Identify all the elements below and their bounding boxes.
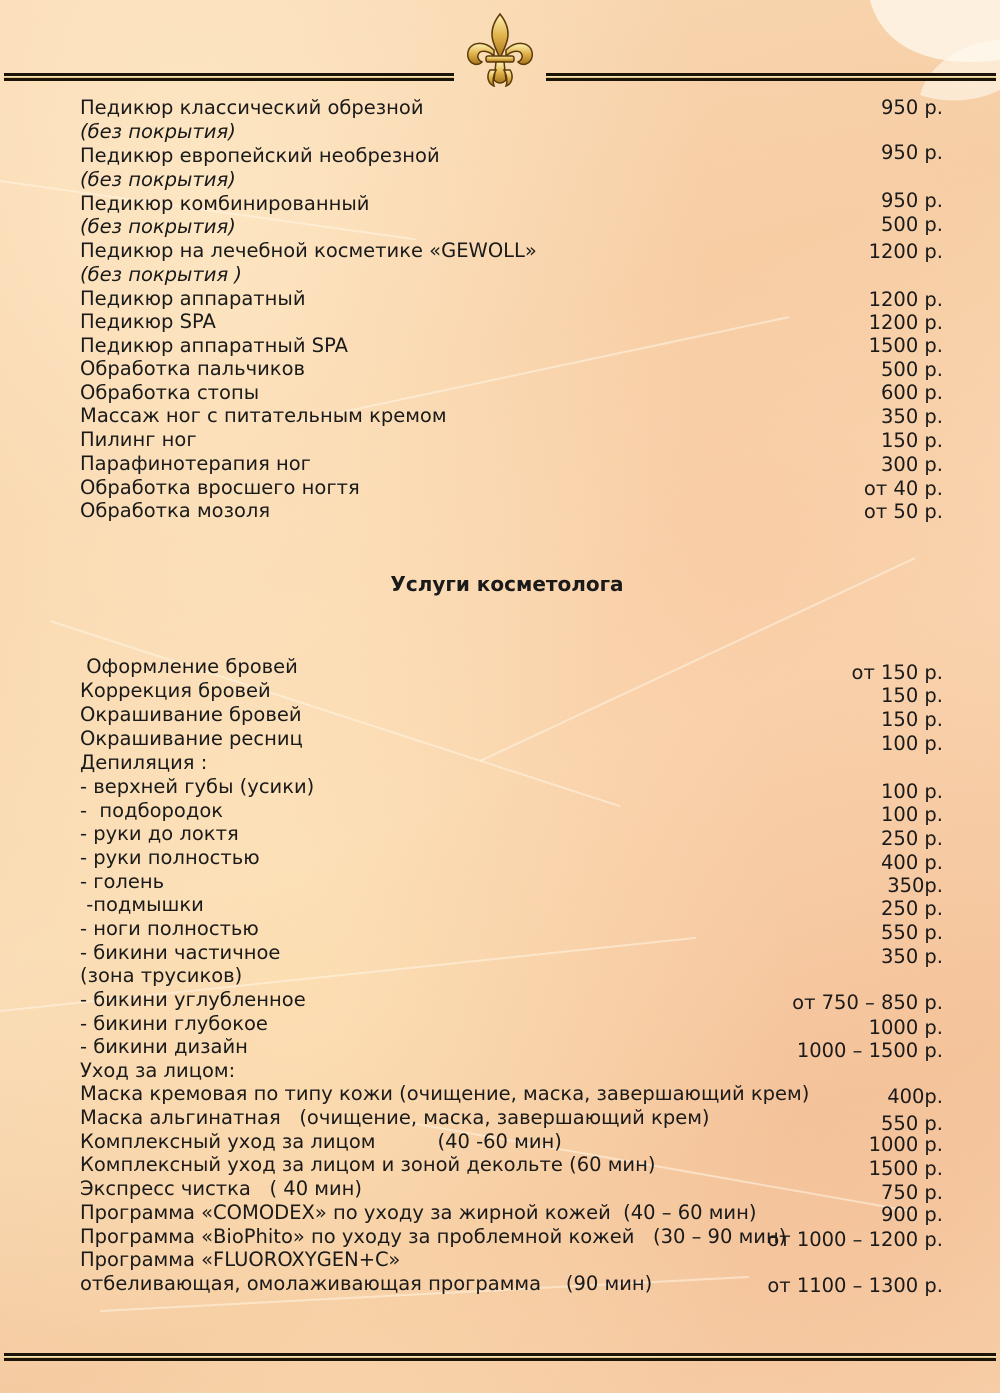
price-row [80, 846, 943, 874]
service-price: 300 р. [881, 453, 943, 476]
service-price: 150 р. [881, 684, 943, 707]
price-row [80, 941, 943, 968]
price-row [80, 452, 943, 476]
service-name: - бикини глубокое [80, 1012, 268, 1035]
service-name: Коррекция бровей [80, 679, 271, 702]
service-name: - голень [80, 870, 165, 893]
service-name: Педикюр на лечебной косметике «GEWOLL» [80, 239, 537, 262]
service-name: отбеливающая, омолаживающая программа (90 мин) [80, 1272, 653, 1295]
service-name: Педикюр классический обрезной [80, 96, 424, 119]
service-name: Окрашивание бровей [80, 703, 302, 726]
service-price: 150 р. [881, 708, 943, 731]
service-name: Программа «COMODEX» по уходу за жирной кожей (40 – 60 мин) [80, 1201, 757, 1224]
price-row [80, 96, 943, 120]
service-name: - бикини частичное [80, 941, 281, 964]
service-price: 350 р. [881, 945, 943, 968]
service-name: Педикюр SPA [80, 310, 216, 333]
price-row [80, 404, 943, 428]
service-price: от 1000 – 1200 р. [767, 1228, 943, 1251]
price-row [80, 679, 943, 707]
service-name: Оформление бровей [80, 655, 298, 678]
service-name: - подбородок [80, 799, 224, 822]
price-row [80, 1130, 943, 1154]
service-price: 250 р. [881, 827, 943, 850]
price-row [80, 476, 943, 500]
service-price: 550 р. [881, 921, 943, 944]
service-price: 1000 р. [868, 1016, 943, 1039]
price-row [80, 1153, 943, 1180]
service-name: Педикюр аппаратный SPA [80, 334, 348, 357]
service-price: 500 р. [881, 358, 943, 381]
service-name: Депиляция : [80, 751, 208, 774]
service-name: - бикини дизайн [80, 1035, 248, 1058]
service-name: Пилинг ног [80, 428, 197, 451]
service-name: (без покрытия) [80, 215, 236, 238]
price-row [80, 1035, 943, 1062]
price-row [80, 1059, 943, 1083]
cosmetology-section-title: Услуги косметолога [390, 572, 624, 596]
price-row [80, 141, 943, 168]
service-name: Педикюр аппаратный [80, 287, 306, 310]
service-name: Программа «BioPhito» по уходу за проблемной кожей (30 – 90 мин) [80, 1225, 787, 1248]
top-divider-right [546, 73, 996, 81]
price-row [80, 287, 943, 311]
price-row [80, 168, 943, 192]
service-name: - верхней губы (усики) [80, 775, 315, 798]
service-name: Маска альгинатная (очищение, маска, завершающий крем) [80, 1106, 710, 1129]
price-row [80, 988, 943, 1012]
price-row [80, 799, 943, 826]
service-price: 550 р. [881, 1112, 943, 1135]
top-divider-left [4, 73, 454, 81]
service-price: от 40 р. [863, 477, 943, 500]
service-name: Педикюр европейский необрезной [80, 144, 440, 167]
service-name: Обработка вросшего ногтя [80, 476, 360, 499]
price-row [80, 428, 943, 452]
service-price: 500 р. [881, 213, 943, 236]
price-row [80, 1248, 943, 1272]
service-name: -подмышки [80, 893, 204, 916]
service-name: Программа «FLUOROXYGEN+C» [80, 1248, 401, 1271]
service-price: 1200 р. [868, 288, 943, 311]
service-name: Обработка мозоля [80, 499, 271, 522]
price-row [80, 189, 943, 216]
service-price: 400р. [887, 1085, 943, 1108]
service-name: Обработка стопы [80, 381, 260, 404]
price-row [80, 655, 943, 684]
service-price: 1500 р. [868, 334, 943, 357]
bottom-divider [4, 1353, 996, 1361]
price-row [80, 917, 943, 944]
price-row [80, 1177, 943, 1204]
service-price: 1000 р. [868, 1133, 943, 1156]
price-row [80, 1012, 943, 1039]
service-price: 950 р. [881, 189, 943, 212]
service-price: от 1100 – 1300 р. [767, 1274, 943, 1297]
price-row [80, 751, 943, 775]
price-row [80, 870, 943, 897]
service-name: (без покрытия) [80, 120, 236, 143]
service-name: Обработка пальчиков [80, 357, 305, 380]
price-row [80, 727, 943, 755]
service-price: 600 р. [881, 381, 943, 404]
price-row [80, 499, 943, 523]
service-price: от 50 р. [863, 500, 943, 523]
price-row [80, 703, 943, 731]
service-price: от 150 р. [851, 661, 943, 684]
service-name: (зона трусиков) [80, 964, 243, 987]
service-name: - руки полностью [80, 846, 260, 869]
service-name: - руки до локтя [80, 822, 239, 845]
service-name: Окрашивание ресниц [80, 727, 303, 750]
price-row [80, 1082, 943, 1106]
service-name: Экспресс чистка ( 40 мин) [80, 1177, 363, 1200]
service-name: Маска кремовая по типу кожи (очищение, маска, завершающий крем) [80, 1082, 810, 1105]
service-name: Парафинотерапия ног [80, 452, 311, 475]
service-price: 350 р. [881, 405, 943, 428]
service-price: 1000 – 1500 р. [796, 1039, 943, 1062]
fleur-de-lis-icon [460, 10, 540, 90]
price-row [80, 334, 943, 358]
service-price: 750 р. [881, 1181, 943, 1204]
service-price: 950 р. [881, 141, 943, 164]
price-row [80, 120, 943, 144]
service-price: 150 р. [881, 429, 943, 452]
price-row [80, 964, 943, 988]
price-row [80, 1106, 943, 1135]
corner-leaf-decoration [810, 0, 1000, 110]
service-price: 250 р. [881, 897, 943, 920]
service-name: Комплексный уход за лицом (40 -60 мин) [80, 1130, 562, 1153]
service-price: 1200 р. [868, 311, 943, 334]
service-price: 100 р. [881, 803, 943, 826]
price-row [80, 381, 943, 405]
price-row [80, 1272, 943, 1296]
service-price: 950 р. [881, 96, 943, 119]
price-row [80, 775, 943, 803]
service-price: 900 р. [881, 1203, 943, 1226]
price-row [80, 263, 943, 287]
service-name: (без покрытия) [80, 168, 236, 191]
service-price: 1200 р. [868, 240, 943, 263]
price-row [80, 893, 943, 920]
service-name: - бикини углубленное [80, 988, 306, 1011]
price-row [80, 357, 943, 381]
service-price: 100 р. [881, 732, 943, 755]
service-name: (без покрытия ) [80, 263, 242, 286]
service-name: Массаж ног с питательным кремом [80, 404, 447, 427]
service-price: от 750 – 850 р. [792, 991, 943, 1014]
price-row [80, 310, 943, 334]
service-price: 1500 р. [868, 1157, 943, 1180]
service-name: Уход за лицом: [80, 1059, 236, 1082]
service-price: 350р. [887, 874, 943, 897]
price-row [80, 215, 943, 239]
price-row [80, 1225, 943, 1249]
service-name: Педикюр комбинированный [80, 192, 370, 215]
service-price: 400 р. [881, 851, 943, 874]
service-name: Комплексный уход за лицом и зоной декольте (60 мин) [80, 1153, 656, 1176]
price-row [80, 239, 943, 263]
service-price: 100 р. [881, 780, 943, 803]
price-row [80, 1201, 943, 1225]
service-name: - ноги полностью [80, 917, 259, 940]
price-row [80, 822, 943, 850]
